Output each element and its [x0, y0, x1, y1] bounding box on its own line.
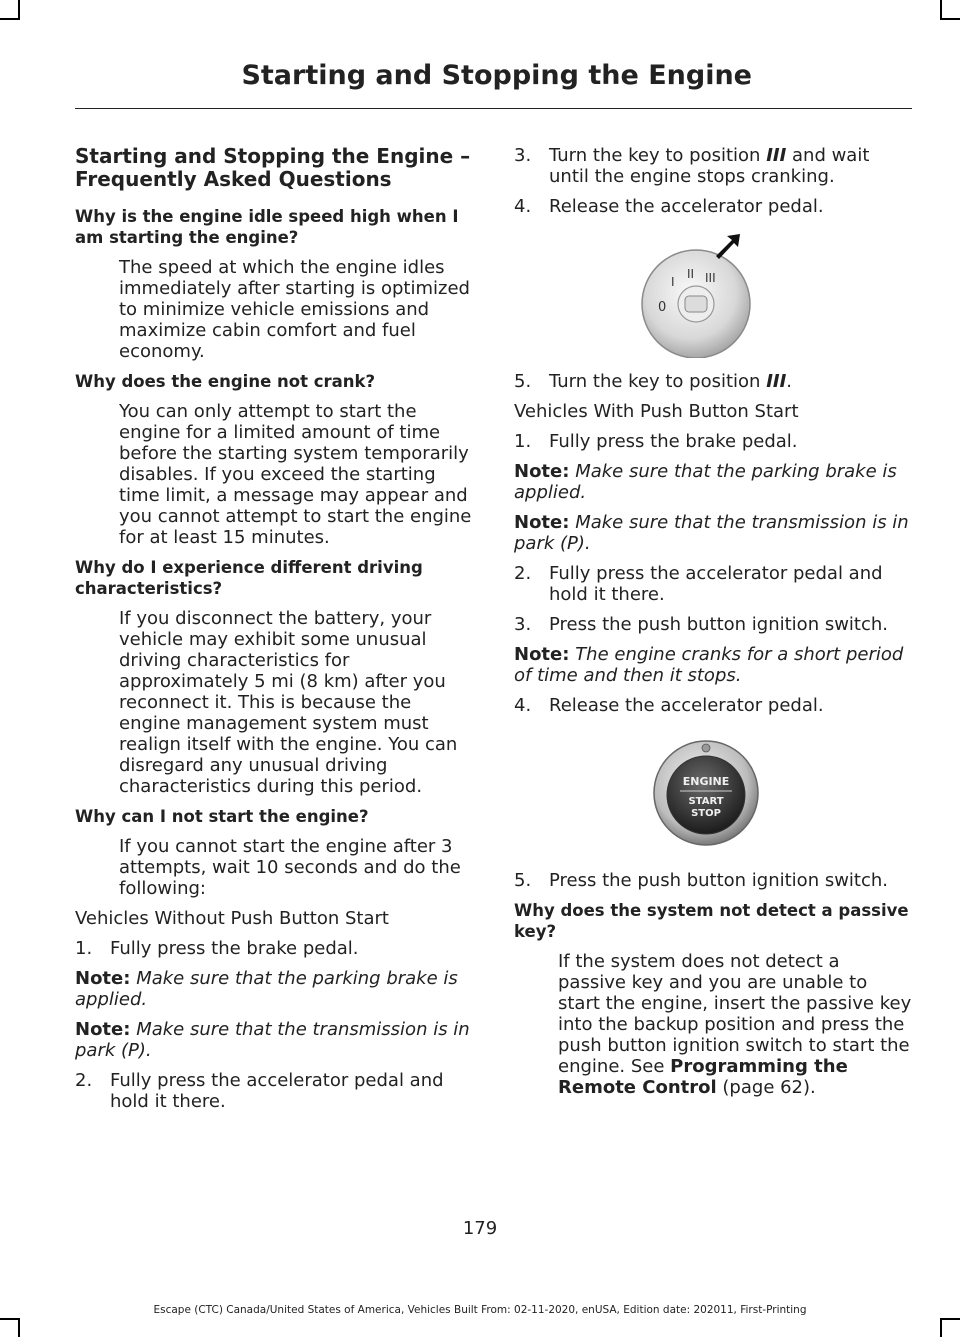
right-column [514, 145, 912, 1107]
list-text: Release the accelerator pedal. [549, 196, 824, 217]
page-reference: (page 62). [716, 1077, 816, 1098]
list-text: Fully press the brake pedal. [549, 431, 798, 452]
list-item [514, 371, 912, 392]
list-text: Fully press the brake pedal. [110, 938, 359, 959]
text: Turn the key to position [549, 371, 767, 392]
note-label: Note: [75, 1019, 131, 1040]
crop-mark [18, 0, 20, 20]
list-number: 1. [75, 938, 93, 959]
list-text: Release the accelerator pedal. [549, 695, 824, 716]
crop-mark [940, 18, 960, 20]
list-item [514, 145, 912, 187]
ignition-key-figure [514, 226, 912, 358]
list-item [514, 695, 912, 716]
answer-passive-key [514, 951, 912, 1098]
question-driving-characteristics: Why do I experience different driving characteristics? [75, 558, 423, 598]
note-text: Make sure that the transmission is in park (P). [514, 512, 909, 554]
ignition-position-2: II [687, 267, 695, 281]
page-header [75, 60, 912, 109]
note-text: Make sure that the transmission is in park (P). [75, 1019, 470, 1061]
text: Turn the key to position [549, 145, 767, 166]
section-heading: Starting and Stopping the Engine – Frequently Asked Questions [75, 144, 471, 191]
arrow-icon [716, 234, 740, 259]
list-text [549, 145, 869, 187]
list-number: 1. [514, 431, 532, 452]
button-label-engine: ENGINE [682, 775, 730, 788]
list-text: Press the push button ignition switch. [549, 614, 889, 635]
note [514, 644, 912, 686]
list-item [514, 196, 912, 217]
list-number: 5. [514, 371, 532, 392]
edition-info: Escape (CTC) Canada/United States of America, Vehicles Built From: 02-11-2020, enUSA, Edition date: 202011, First-Printing [153, 1304, 807, 1316]
note-text: The engine cranks for a short period of time and then it stops. [514, 644, 904, 686]
push-button-figure [514, 725, 912, 857]
left-column [75, 145, 475, 1121]
question-idle-speed: Why is the engine idle speed high when I am starting the engine? [75, 207, 459, 247]
ignition-position-0: 0 [658, 300, 667, 315]
question-cannot-start: Why can I not start the engine? [75, 807, 369, 826]
text: and wait until the engine stops cranking. [549, 145, 870, 187]
list-number: 5. [514, 870, 532, 891]
note-label: Note: [514, 461, 570, 482]
note [75, 1019, 475, 1061]
list-number: 4. [514, 196, 532, 217]
answer-engine-not-crank: You can only attempt to start the engine for a limited amount of time before the starting system temporarily disables. If you exceed the starting time limit, a message may appear and you cannot attempt to start the engine for at least 15 minutes. [119, 401, 472, 548]
list-number: 2. [514, 563, 532, 584]
question-passive-key: Why does the system not detect a passive key? [514, 901, 909, 941]
list-text [549, 371, 792, 392]
note-label: Note: [514, 644, 570, 665]
note [514, 512, 912, 554]
ignition-cylinder-icon [634, 226, 774, 358]
list-item [514, 614, 912, 635]
text: If the system does not detect a passive key and you are unable to start the engine, insert the passive key into the backup position and press the push button ignition switch to start the engine. [558, 951, 912, 1077]
text: . [786, 371, 793, 392]
note-text: Make sure that the parking brake is applied. [75, 968, 458, 1010]
cross-reference-link[interactable]: Programming the Remote Control [558, 1056, 848, 1098]
crop-mark [0, 18, 20, 20]
note-label: Note: [514, 512, 570, 533]
list-number: 3. [514, 614, 532, 635]
ignition-position-3: III [705, 271, 716, 285]
list-item [75, 1070, 475, 1112]
note-label: Note: [75, 968, 131, 989]
button-label-stop: STOP [691, 808, 721, 819]
answer-cannot-start: If you cannot start the engine after 3 attempts, wait 10 seconds and do the following: [119, 836, 461, 899]
key-position: III [766, 145, 787, 166]
subheading-with-push-button: Vehicles With Push Button Start [514, 401, 799, 422]
note [514, 461, 912, 503]
question-engine-not-crank: Why does the engine not crank? [75, 372, 376, 391]
ignition-position-1: I [671, 275, 675, 289]
key-position: III [766, 371, 787, 392]
list-item [75, 938, 475, 959]
list-text: Fully press the accelerator pedal and hold it there. [110, 1070, 444, 1112]
page-number: 179 [462, 1218, 498, 1239]
crop-mark [940, 1318, 960, 1320]
text: See [625, 1056, 671, 1077]
answer-idle-speed: The speed at which the engine idles immediately after starting is optimized to minimize vehicle emissions and maximize cabin comfort and fuel economy. [119, 257, 470, 362]
list-number: 3. [514, 145, 532, 166]
list-text: Fully press the accelerator pedal and hold it there. [549, 563, 883, 605]
crop-mark [940, 1318, 942, 1337]
button-label-start: START [688, 796, 724, 807]
answer-driving-characteristics: If you disconnect the battery, your vehicle may exhibit some unusual driving characteristics for approximately 5 mi (8 km) after you reconnect it. This is because the engine management system must realign itself with the engine. You can disregard any unusual driving characteristics during this period. [119, 608, 458, 797]
subheading-without-push-button: Vehicles Without Push Button Start [75, 908, 389, 929]
note [75, 968, 475, 1010]
list-item [514, 870, 912, 891]
note-text: Make sure that the parking brake is applied. [514, 461, 897, 503]
crop-mark [0, 1318, 20, 1320]
push-button-icon [644, 725, 774, 857]
page-title: Starting and Stopping the Engine [241, 60, 752, 91]
list-text: Press the push button ignition switch. [549, 870, 889, 891]
list-number: 2. [75, 1070, 93, 1091]
crop-mark [18, 1318, 20, 1337]
list-item [514, 563, 912, 605]
list-item [514, 431, 912, 452]
list-number: 4. [514, 695, 532, 716]
crop-mark [940, 0, 942, 20]
